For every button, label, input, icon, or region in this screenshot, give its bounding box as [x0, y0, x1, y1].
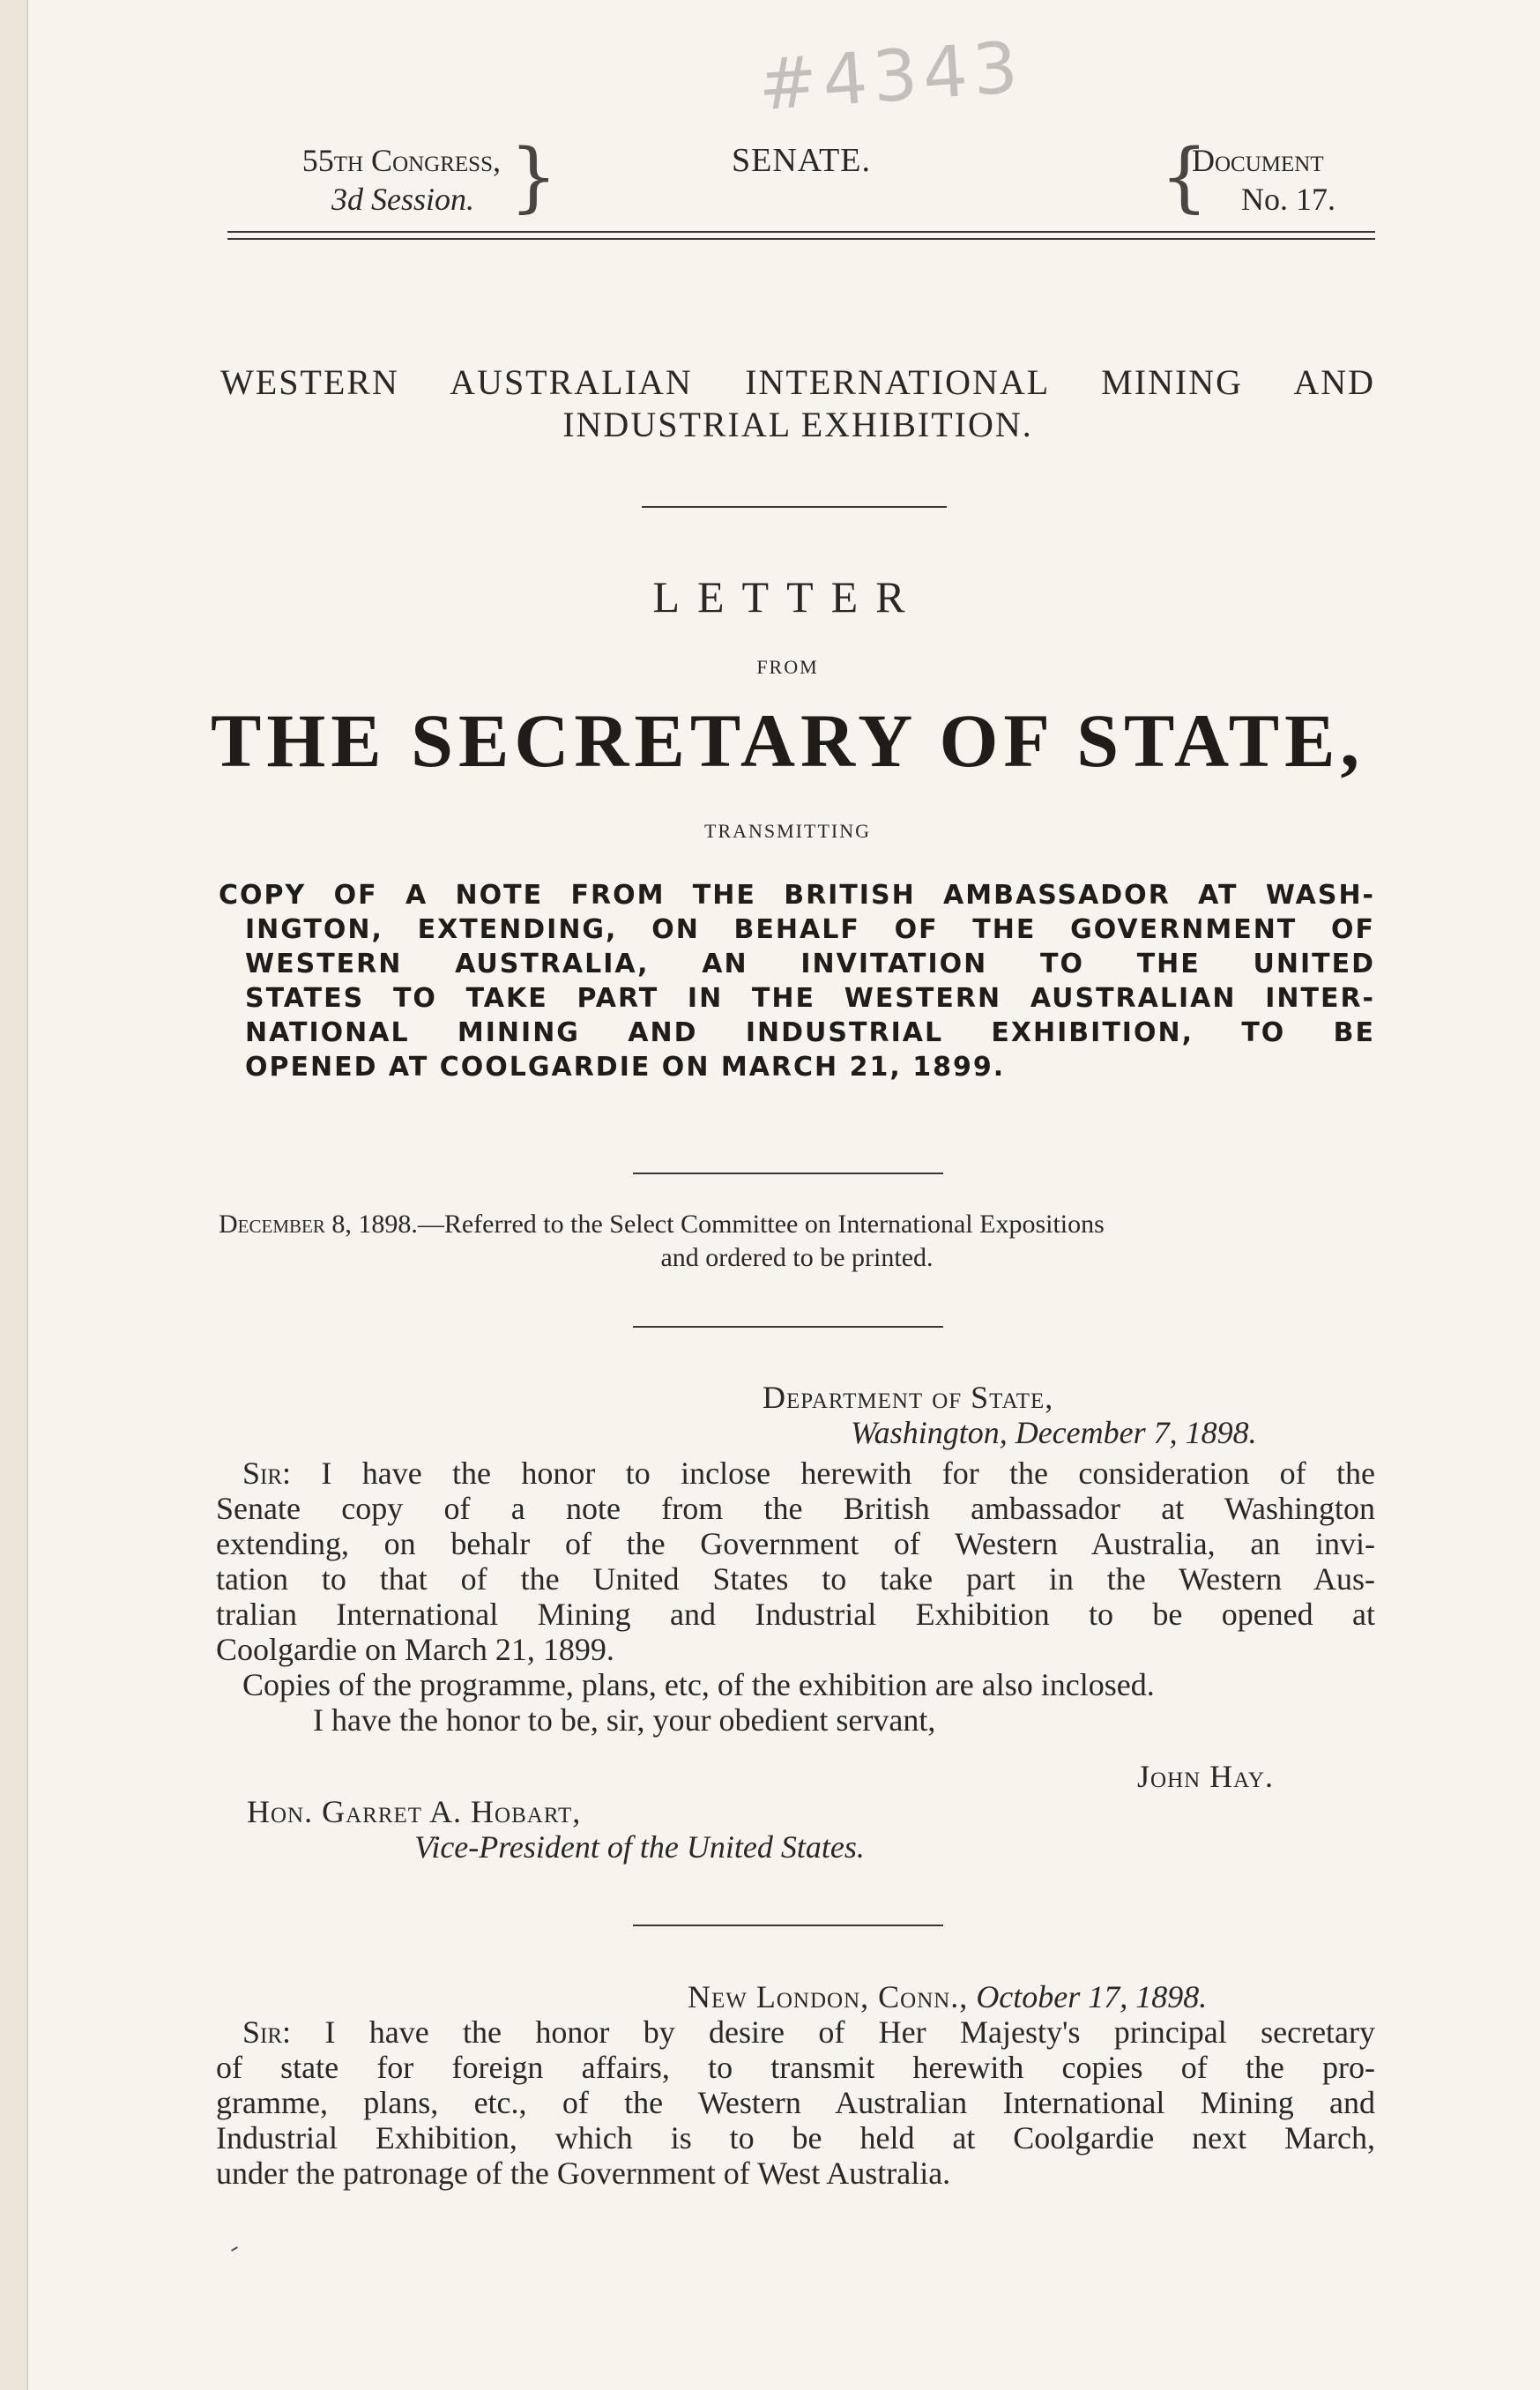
divider — [642, 506, 947, 508]
right-brace-icon: } — [510, 133, 558, 221]
letter-date: Washington, December 7, 1898. — [851, 1415, 1257, 1450]
archive-mark: #4343 — [755, 26, 1026, 127]
letter-body — [216, 1456, 1375, 1738]
closing-line: I have the honor to be, sir, your obedient servant, — [313, 1702, 936, 1738]
subject-line: WESTERN AUSTRALIA, AN INVITATION TO THE UNITED — [245, 949, 1375, 979]
divider — [633, 1173, 943, 1174]
transmitting-label: TRANSMITTING — [704, 820, 871, 842]
author-heading: THE SECRETARY OF STATE, — [211, 698, 1365, 783]
referral-text-2: and ordered to be printed. — [660, 1243, 934, 1272]
body-line: Coolgardie on March 21, 1899. — [216, 1632, 614, 1667]
subject-paragraph — [219, 878, 1375, 1084]
subject-line: NATIONAL MINING AND INDUSTRIAL EXHIBITION, TO BE — [245, 1017, 1375, 1048]
letter-place: Department of State, — [763, 1380, 1054, 1415]
document-no: No. 17. — [1241, 182, 1335, 217]
body-line: under the patronage of the Government of West Australia. — [216, 2155, 951, 2191]
paper-left-edge — [0, 0, 28, 2390]
body-line: of state for foreign affairs, to transmit herewith copies of the pro- — [216, 2050, 1375, 2085]
body-line: tralian International Mining and Industrial Exhibition to be opened at — [216, 1597, 1375, 1632]
salutation: Sir: — [242, 2014, 292, 2050]
left-brace-icon: { — [1160, 133, 1209, 221]
letter-body — [216, 2014, 1375, 2191]
letter-heading: LETTER — [652, 572, 923, 622]
addressee-title: Vice-President of the United States. — [414, 1829, 865, 1865]
header-double-rule — [227, 231, 1375, 240]
divider — [633, 1326, 943, 1328]
session-label: 3d Session. — [331, 182, 474, 217]
document-header — [0, 133, 1540, 229]
body-line: Senate copy of a note from the British ambassador at Washington — [216, 1491, 1375, 1526]
document-title — [220, 361, 1375, 446]
body-line: I have the honor by desire of Her Majesty's principal secretary — [324, 2014, 1376, 2050]
body-line: I have the honor to inclose herewith for the consideration of the — [321, 1456, 1375, 1491]
signature: John Hay. — [1137, 1759, 1274, 1794]
referral-text: —Referred to the Select Committee on International Expositions — [417, 1210, 1105, 1239]
addressee-name: Hon. Garret A. Hobart, — [247, 1794, 582, 1829]
chamber-label: SENATE. — [732, 142, 871, 179]
salutation: Sir: — [242, 1456, 292, 1491]
referral-note — [219, 1208, 1375, 1275]
title-line: WESTERN AUSTRALIAN INTERNATIONAL MINING AND — [220, 362, 1375, 402]
subject-line: STATES TO TAKE PART IN THE WESTERN AUSTRALIAN INTER- — [245, 983, 1375, 1014]
subject-line: INGTON, EXTENDING, ON BEHALF OF THE GOVERNMENT OF — [245, 914, 1375, 945]
letter-date: October 17, 1898. — [976, 1979, 1208, 2014]
copies-line: Copies of the programme, plans, etc, of the exhibition are also inclosed. — [242, 1667, 1155, 1702]
congress-label: 55th Congress, — [301, 143, 501, 178]
subject-line: COPY OF A NOTE FROM THE BRITISH AMBASSADOR AT WASH- — [219, 880, 1375, 911]
referral-date: December 8, 1898. — [219, 1210, 418, 1239]
divider — [633, 1925, 943, 1926]
title-line: INDUSTRIAL EXHIBITION. — [562, 405, 1033, 444]
body-line: extending, on behalr of the Government of Western Australia, an invi- — [216, 1526, 1375, 1561]
body-line: gramme, plans, etc., of the Western Australian International Mining and — [216, 2085, 1375, 2120]
letter-place: New London, Conn., — [688, 1979, 969, 2014]
body-line: tation to that of the United States to take part in the Western Aus- — [216, 1561, 1375, 1597]
document-label: Document — [1192, 143, 1324, 178]
document-number — [1192, 141, 1335, 219]
subject-line: OPENED AT COOLGARDIE ON MARCH 21, 1899. — [245, 1052, 1006, 1083]
from-label: FROM — [756, 656, 819, 678]
body-line: Industrial Exhibition, which is to be held at Coolgardie next March, — [216, 2120, 1375, 2155]
